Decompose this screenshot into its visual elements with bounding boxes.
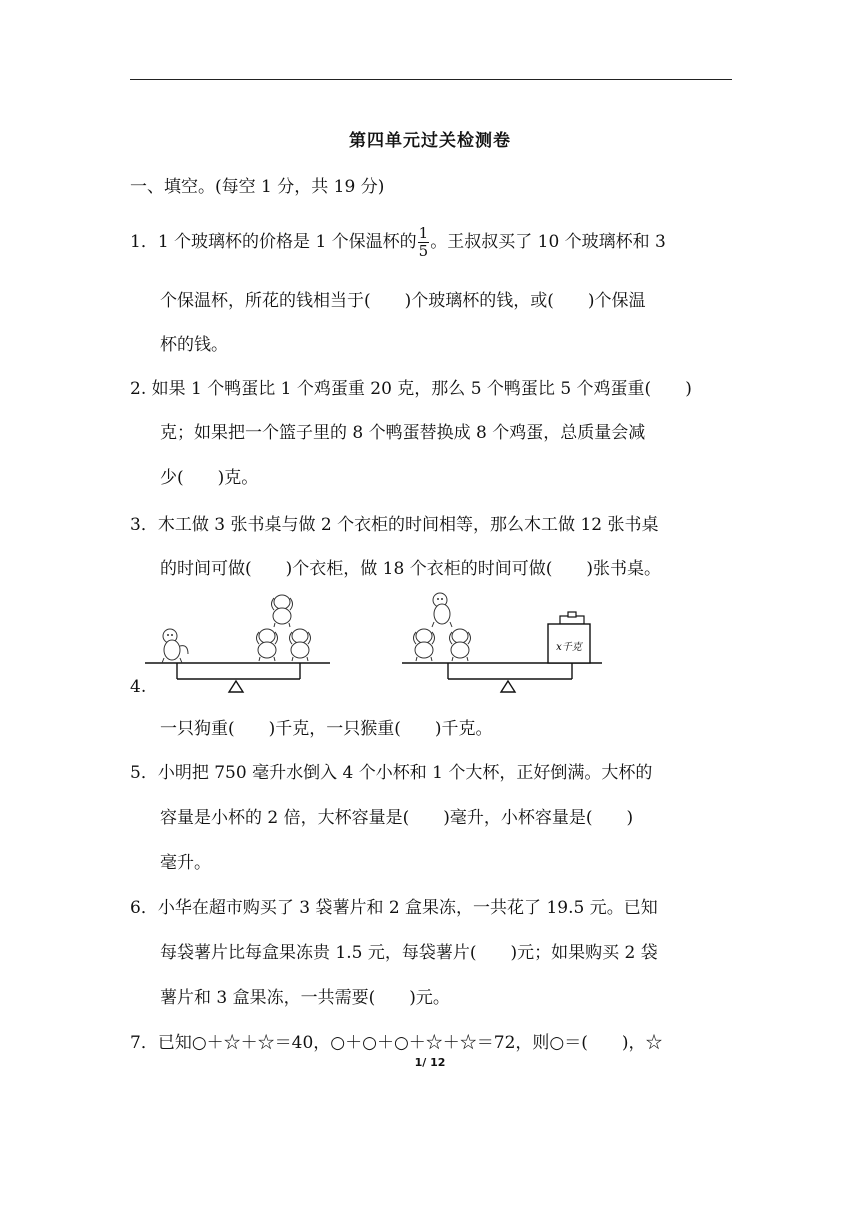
dog-icon — [272, 595, 293, 627]
weight-icon — [548, 612, 590, 663]
question-5-line-2: 容量是小杯的 2 倍，大杯容量是( )毫升，小杯容量是( ) — [160, 808, 634, 828]
question-5-line-3: 毫升。 — [160, 853, 211, 873]
monkey-icon — [162, 629, 188, 663]
balance-left — [145, 595, 330, 692]
dog-icon — [450, 629, 471, 661]
question-6-line-3: 薯片和 3 盒果冻，一共需要( )元。 — [160, 988, 450, 1008]
page-number: 1/ 12 — [414, 1056, 446, 1069]
question-1-text-b: 。王叔叔买了 10 个玻璃杯和 3 — [430, 232, 666, 252]
question-3-line-1: 3．木工做 3 张书桌与做 2 个衣柜的时间相等，那么木工做 12 张书桌 — [130, 515, 659, 535]
question-1-line-3: 杯的钱。 — [160, 335, 228, 355]
question-1-line-2: 个保温杯，所花的钱相当于( )个玻璃杯的钱，或( )个保温 — [160, 291, 646, 311]
dog-icon — [290, 629, 311, 661]
question-1-line-1 — [130, 226, 666, 259]
question-4-line: 一只狗重( )千克，一只猴重( )千克。 — [160, 719, 493, 739]
fraction-numerator: 1 — [418, 224, 429, 242]
question-1-text-a: 1．1 个玻璃杯的价格是 1 个保温杯的 — [130, 232, 417, 252]
question-2-line-1: 2. 如果 1 个鸭蛋比 1 个鸡蛋重 20 克，那么 5 个鸭蛋比 5 个鸡蛋重( ) — [130, 379, 692, 399]
fraction-denominator: 5 — [418, 242, 429, 260]
question-2-line-3: 少( )克。 — [160, 468, 259, 488]
weight-label: x千克 — [556, 642, 582, 653]
question-6-line-2: 每袋薯片比每盒果冻贵 1.5 元，每袋薯片( )元；如果购买 2 袋 — [160, 943, 658, 963]
monkey-icon — [432, 593, 452, 627]
question-2-line-2: 克；如果把一个篮子里的 8 个鸭蛋替换成 8 个鸡蛋，总质量会减 — [160, 423, 646, 443]
question-7-line-1: 7．已知○＋☆＋☆＝40，○＋○＋○＋☆＋☆＝72，则○＝( )，☆ — [130, 1033, 663, 1053]
section-heading: 一、填空。(每空 1 分，共 19 分) — [130, 177, 385, 197]
question-6-line-1: 6．小华在超市购买了 3 袋薯片和 2 盒果冻，一共花了 19.5 元。已知 — [130, 898, 658, 918]
question-3-line-2: 的时间可做( )个衣柜，做 18 个衣柜的时间可做( )张书桌。 — [160, 559, 661, 579]
balance-right — [402, 593, 602, 692]
question-5-line-1: 5．小明把 750 毫升水倒入 4 个小杯和 1 个大杯，正好倒满。大杯的 — [130, 763, 653, 783]
page-title: 第四单元过关检测卷 — [349, 131, 511, 151]
question-4-number: 4. — [130, 677, 147, 697]
balance-illustration — [140, 588, 610, 696]
header-rule — [130, 79, 732, 80]
fraction — [418, 226, 430, 259]
dog-icon — [257, 629, 278, 661]
dog-icon — [414, 629, 435, 661]
